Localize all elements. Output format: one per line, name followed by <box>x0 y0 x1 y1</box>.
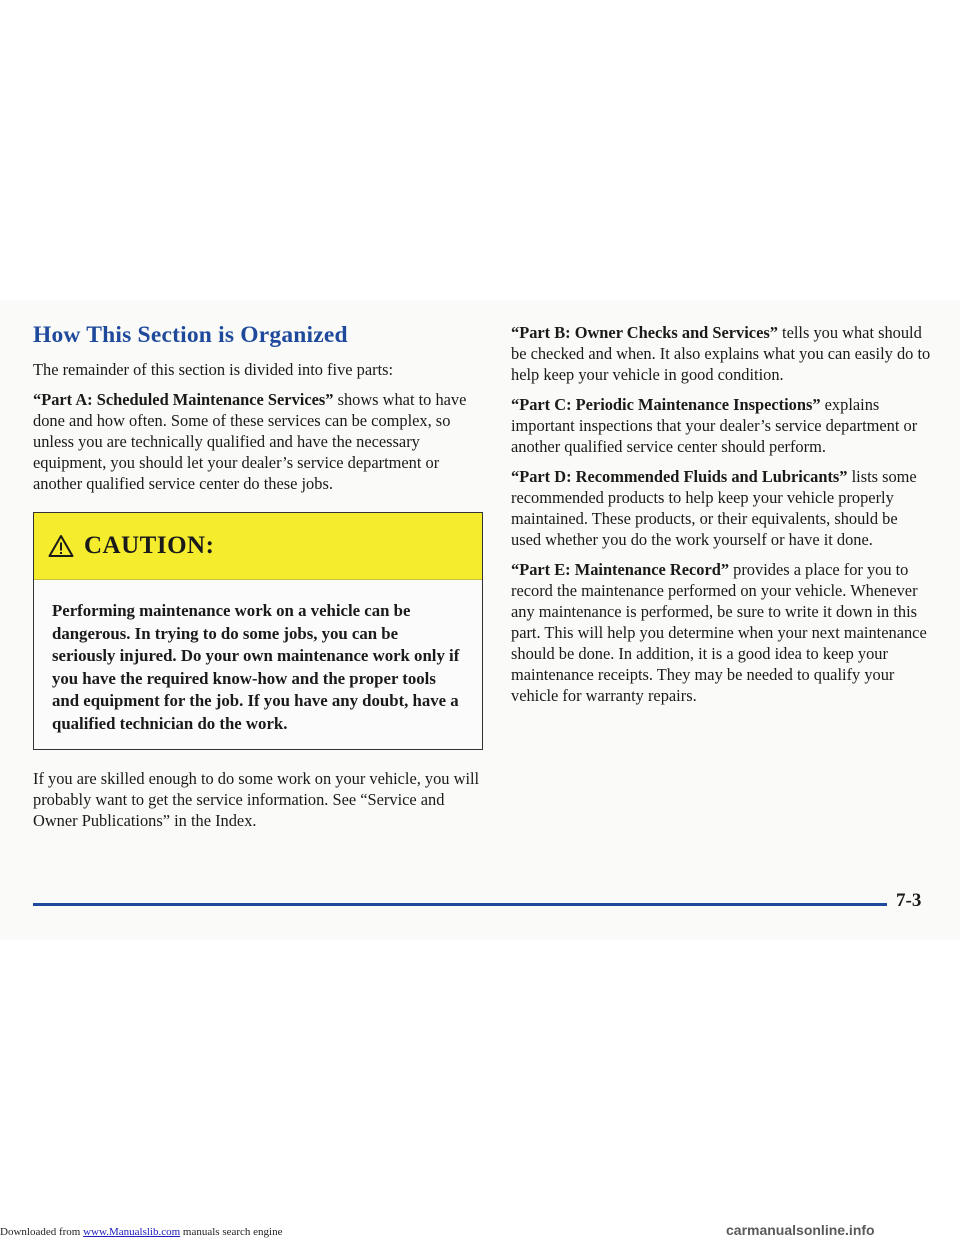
part-a-text: shows what to have done and how often. Some of these services can be complex, so unless you are technically qualified and have the necessary equipment, you should let your dealer’s service department or another qualified service center do these jobs. <box>33 390 467 493</box>
warning-triangle-icon <box>48 534 74 558</box>
intro-text: The remainder of this section is divided into five parts: <box>33 360 394 379</box>
banner-suffix: manuals search engine <box>180 1226 283 1238</box>
part-c-text: explains important inspections that your dealer’s service department or another qualified service center should perform. <box>511 395 918 456</box>
manualslib-link[interactable]: www.Manualslib.com <box>83 1226 181 1238</box>
part-a-heading: “Part A: Scheduled Maintenance Services” <box>33 390 334 409</box>
download-banner <box>0 1226 282 1238</box>
part-a-paragraph <box>33 389 483 494</box>
right-column <box>511 322 931 715</box>
part-e-paragraph <box>511 559 931 706</box>
caution-label: CAUTION: <box>84 532 215 559</box>
banner-prefix: Downloaded from <box>0 1226 84 1238</box>
part-e-heading: “Part E: Maintenance Record” <box>511 560 730 579</box>
watermark: carmanualsonline.info <box>726 1222 875 1238</box>
part-d-heading: “Part D: Recommended Fluids and Lubricants” <box>511 467 848 486</box>
part-c-heading: “Part C: Periodic Maintenance Inspections” <box>511 395 821 414</box>
part-d-paragraph <box>511 466 931 550</box>
part-b-paragraph <box>511 322 931 385</box>
section-title: How This Section is Organized <box>33 322 348 348</box>
caution-header <box>34 513 482 580</box>
part-d-text: lists some recommended products to help keep your vehicle properly maintained. These products, or their equivalents, should be used whether you do the work yourself or have it done. <box>511 467 917 549</box>
page-number: 7-3 <box>896 890 922 911</box>
left-column <box>33 322 483 840</box>
skilled-paragraph: If you are skilled enough to do some work on your vehicle, you will probably want to get the service information. See “Service and Owner Publications” in the Index. <box>33 769 480 830</box>
caution-box <box>33 512 483 750</box>
part-b-text: tells you what should be checked and when. It also explains what you can easily do to help keep your vehicle in good condition. <box>511 323 931 384</box>
part-c-paragraph <box>511 394 931 457</box>
part-b-heading: “Part B: Owner Checks and Services” <box>511 323 778 342</box>
part-e-text: provides a place for you to record the maintenance performed on your vehicle. Whenever any maintenance is performed, be sure to write it down in this part. This will help you determine when your next maintenance should be done. In addition, it is a good idea to keep your maintenance receipts. They may be needed to qualify your vehicle for warranty repairs. <box>511 560 927 705</box>
footer-rule <box>33 903 887 906</box>
caution-text: Performing maintenance work on a vehicle can be dangerous. In trying to do some jobs, you can be seriously injured. Do your own maintenance work only if you have the required know-how and the proper tools and equipment for the job. If you have any doubt, have a qualified technician do the work. <box>52 601 460 733</box>
